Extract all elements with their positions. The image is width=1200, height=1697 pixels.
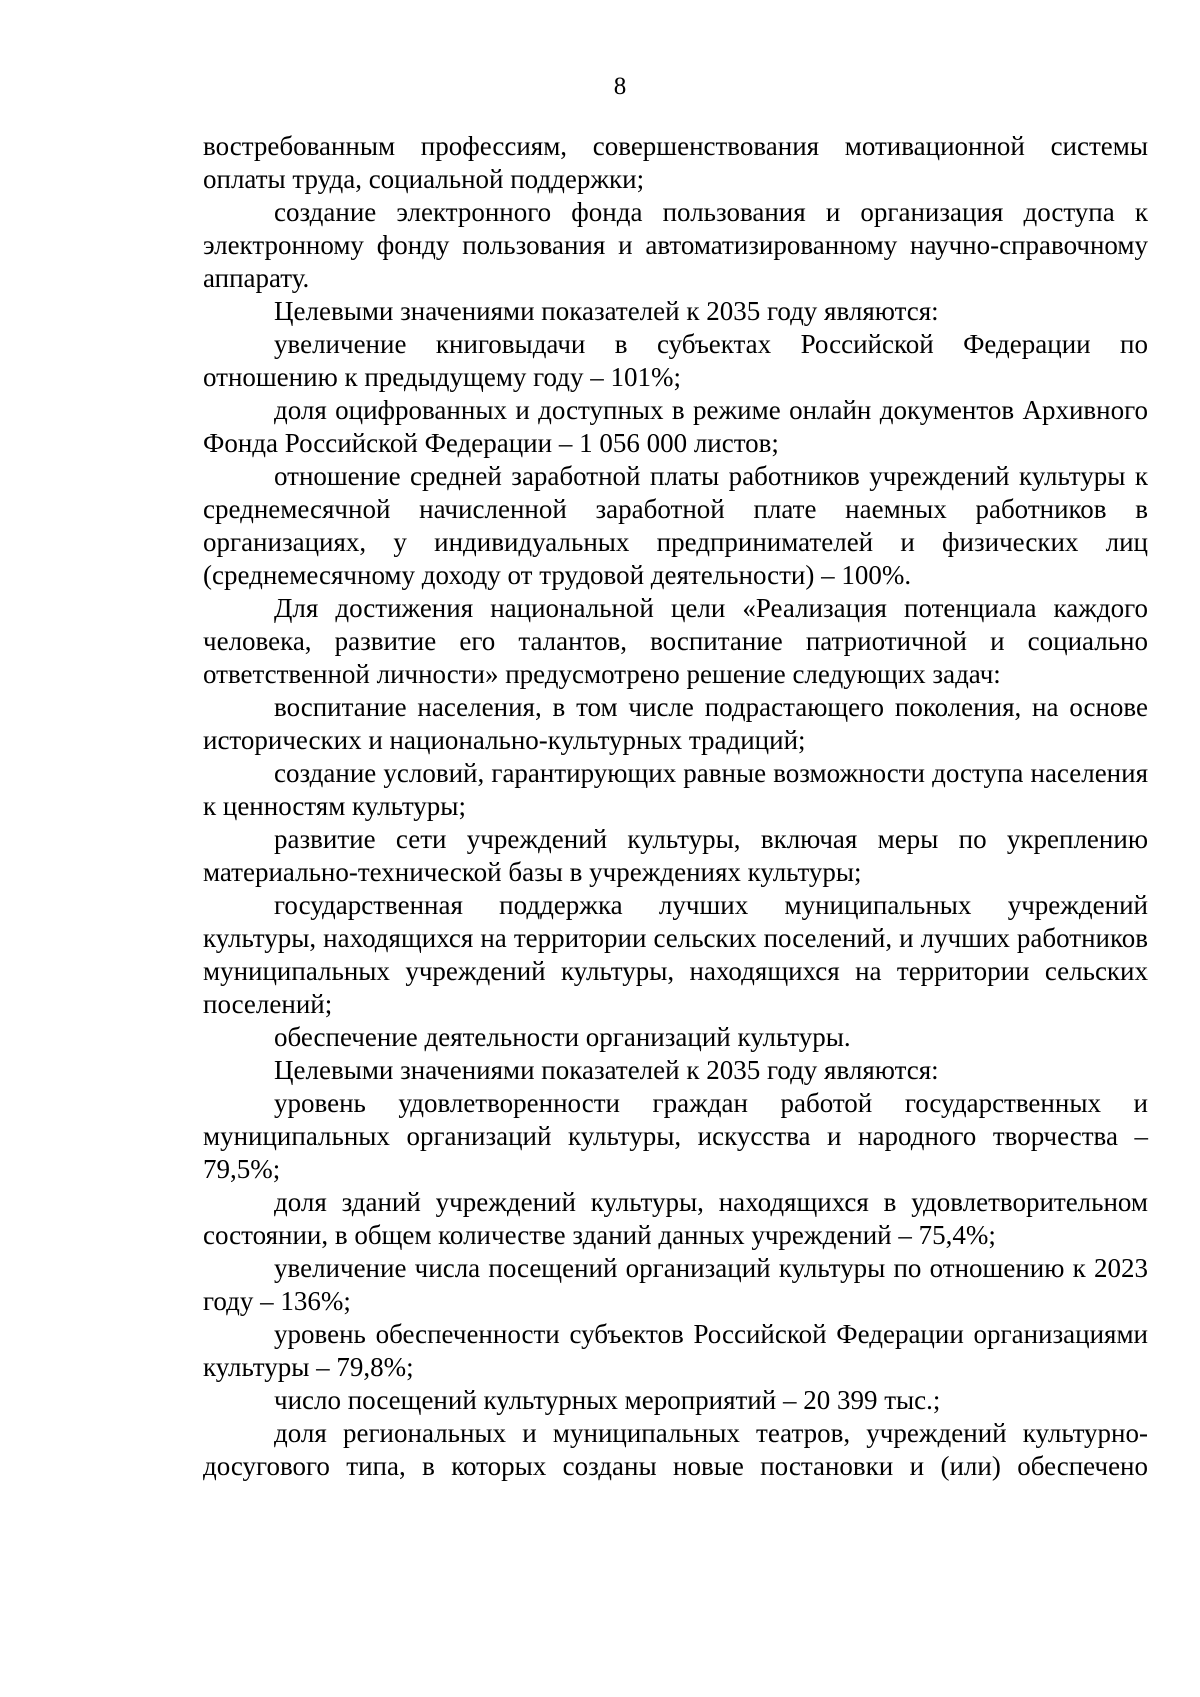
paragraph: Для достижения национальной цели «Реализация потенциала каждого человека, развитие его талантов, воспитание патриотичной и социально ответственной личности» предусмотрено решение следующих задач: [203,593,1148,689]
paragraph: востребованным профессиям, совершенствования мотивационной системы оплаты труда, социальной поддержки; [203,131,1148,194]
paragraph: доля зданий учреждений культуры, находящихся в удовлетворительном состоянии, в общем количестве зданий данных учреждений – 75,4%; [203,1187,1148,1250]
paragraph: создание условий, гарантирующих равные возможности доступа населения к ценностям культуры; [203,758,1148,821]
paragraph: Целевыми значениями показателей к 2035 году являются: [274,296,939,326]
paragraph: Целевыми значениями показателей к 2035 году являются: [274,1055,939,1085]
paragraph: увеличение книговыдачи в субъектах Российской Федерации по отношению к предыдущему году – 101%; [203,329,1148,392]
paragraph: число посещений культурных мероприятий – 20 399 тыс.; [274,1385,941,1415]
paragraph: отношение средней заработной платы работников учреждений культуры к среднемесячной начисленной заработной плате наемных работников в организациях, у индивидуальных предпринимателей и физических лиц (среднемесячному доходу от трудовой деятельности) – 100%. [203,461,1148,590]
paragraph: развитие сети учреждений культуры, включая меры по укреплению материально-технической базы в учреждениях культуры; [203,824,1148,887]
paragraph: уровень обеспеченности субъектов Российской Федерации организациями культуры – 79,8%; [203,1319,1148,1382]
paragraph: увеличение числа посещений организаций культуры по отношению к 2023 году – 136%; [203,1253,1148,1316]
paragraph: создание электронного фонда пользования и организация доступа к электронному фонду пользования и автоматизированному научно-справочному аппарату. [203,197,1148,293]
paragraph: государственная поддержка лучших муниципальных учреждений культуры, находящихся на территории сельских поселений, и лучших работников муниципальных учреждений культуры, находящихся на территории сельских поселений; [203,890,1148,1019]
paragraph: доля региональных и муниципальных театров, учреждений культурно-досугового типа, в которых созданы новые постановки и (или) обеспечено [203,1418,1148,1481]
page-number: 8 [613,73,627,100]
paragraph: доля оцифрованных и доступных в режиме онлайн документов Архивного Фонда Российской Федерации – 1 056 000 листов; [203,395,1148,458]
paragraph: воспитание населения, в том числе подрастающего поколения, на основе исторических и национально-культурных традиций; [203,692,1148,755]
paragraph: обеспечение деятельности организаций культуры. [274,1022,851,1052]
document-body [203,130,1148,1483]
paragraph: уровень удовлетворенности граждан работой государственных и муниципальных организаций культуры, искусства и народного творчества – 79,5%; [203,1088,1148,1184]
